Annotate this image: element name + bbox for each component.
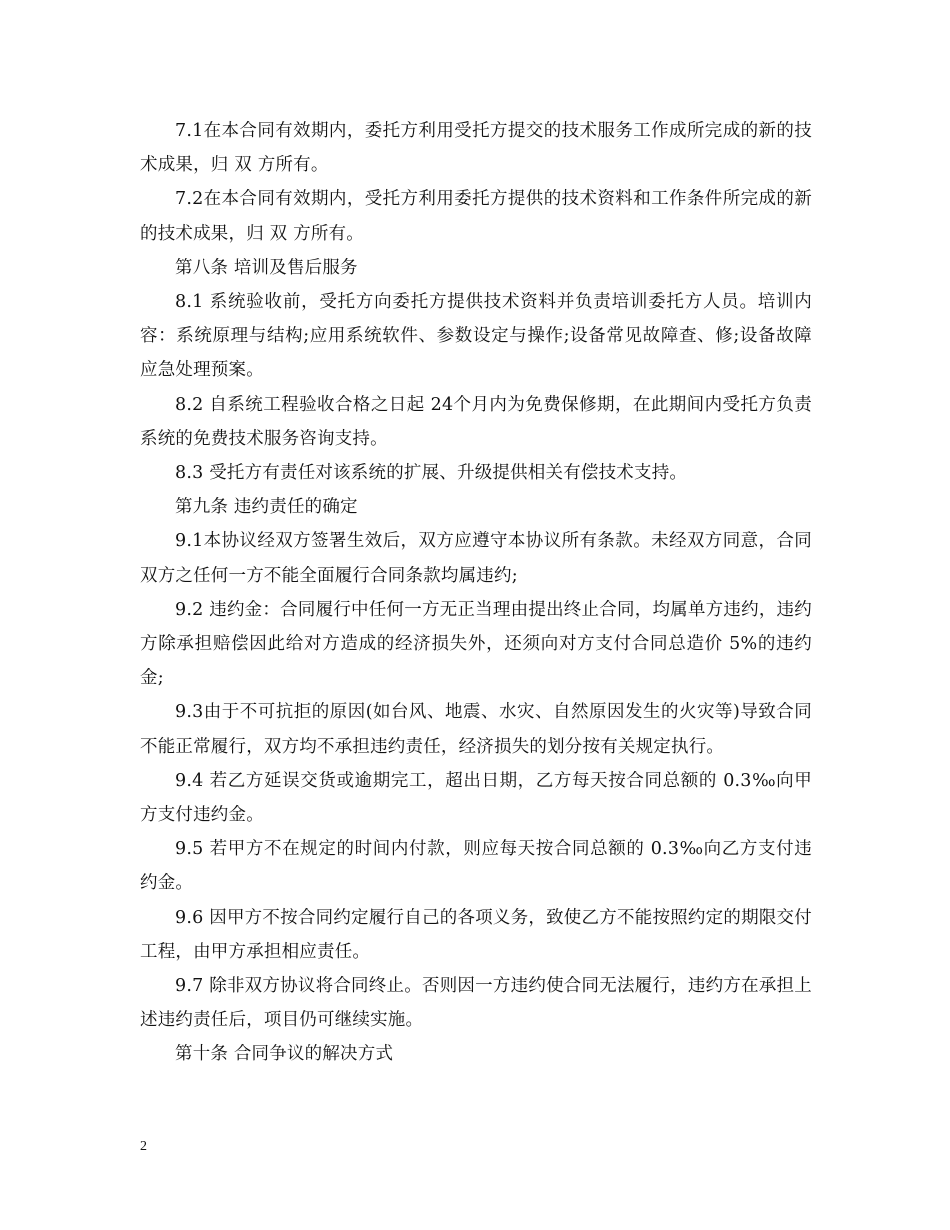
article-8-heading: 第八条 培训及售后服务 <box>175 257 358 278</box>
article-9-heading: 第九条 违约责任的确定 <box>175 497 358 518</box>
clause-9-6: 9.6 因甲方不按合同约定履行自己的各项义务，致使乙方不能按照约定的期限交付工程，由甲方承担相应责任。 <box>140 907 812 962</box>
clause-9-1: 9.1本协议经双方签署生效后，双方应遵守本协议所有条款。未经双方同意，合同双方之任何一方不能全面履行合同条款均属违约; <box>140 531 812 586</box>
clause-9-4: 9.4 若乙方延误交货或逾期完工，超出日期，乙方每天按合同总额的 0.3‰向甲方支付违约金。 <box>140 770 812 826</box>
clause-9-7: 9.7 除非双方协议将合同终止。否则因一方违约使合同无法履行，违约方在承担上述违约责任后，项目仍可继续实施。 <box>140 976 812 1031</box>
clause-9-5: 9.5 若甲方不在规定的时间内付款，则应每天按合同总额的 0.3‰向乙方支付违约金。 <box>140 839 812 894</box>
document-body <box>140 114 812 1072</box>
clause-8-3: 8.3 受托方有责任对该系统的扩展、升级提供相关有偿技术支持。 <box>175 463 688 484</box>
clause-7-1: 7.1在本合同有效期内，委托方利用受托方提交的技术服务工作成所完成的新的技术成果，归 双 方所有。 <box>140 121 812 176</box>
clause-9-2: 9.2 违约金：合同履行中任何一方无正当理由提出终止合同，均属单方违约，违约方除承担赔偿因此给对方造成的经济损失外，还须向对方支付合同总造价 5%的违约金; <box>140 599 812 689</box>
clause-7-2: 7.2在本合同有效期内，受托方利用委托方提供的技术资料和工作条件所完成的新的技术成果，归 双 方所有。 <box>140 189 812 244</box>
clause-8-1: 8.1 系统验收前，受托方向委托方提供技术资料并负责培训委托方人员。培训内容：系统原理与结构;应用系统软件、参数设定与操作;设备常见故障查、修;设备故障应急处理预案。 <box>140 292 812 381</box>
page-number: 2 <box>140 1139 147 1154</box>
clause-8-2: 8.2 自系统工程验收合格之日起 24个月内为免费保修期，在此期间内受托方负责系统的免费技术服务咨询支持。 <box>140 394 812 449</box>
article-10-heading: 第十条 合同争议的解决方式 <box>175 1044 394 1065</box>
clause-9-3: 9.3由于不可抗拒的原因(如台风、地震、水灾、自然原因发生的火灾等)导致合同不能正常履行，双方均不承担违约责任，经济损失的划分按有关规定执行。 <box>140 702 812 757</box>
